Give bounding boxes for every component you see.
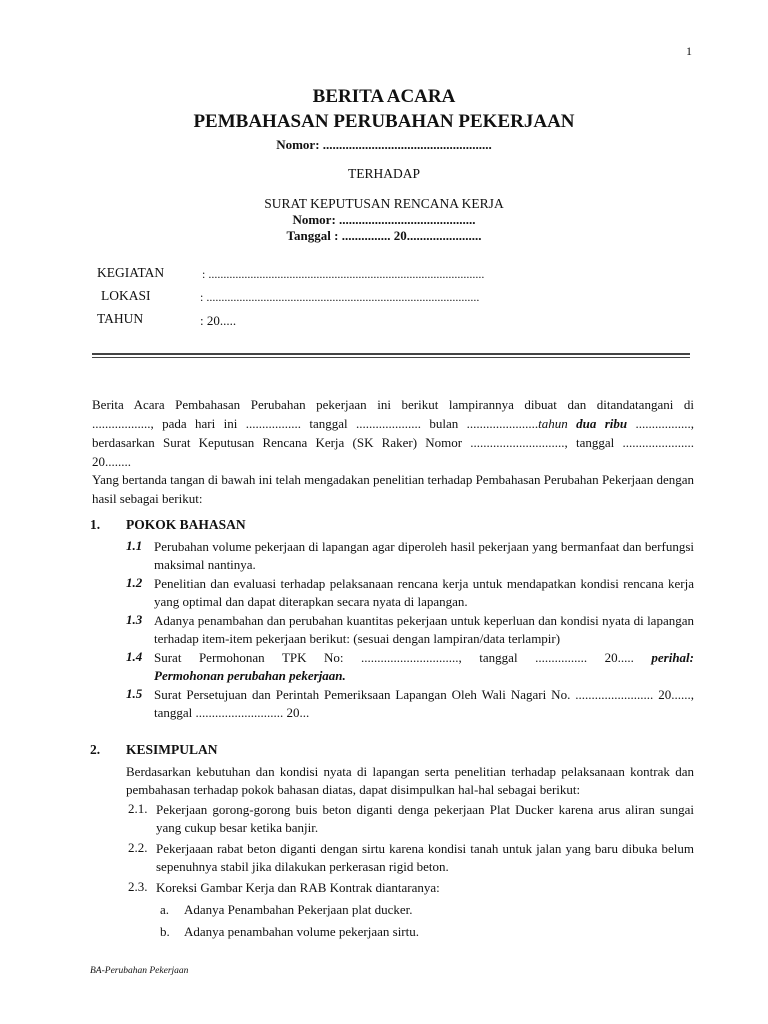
- item-2-3-number: 2.3.: [128, 879, 148, 894]
- item-1-3-number: 1.3: [126, 612, 143, 627]
- intro-line-2: .................., pada hari ini ................. tanggal .................... bulan ......................tahun dua ribu .................,: [92, 416, 694, 431]
- terhadap-heading: TERHADAP: [347, 166, 420, 181]
- page-footer: BA-Perubahan Pekerjaan: [90, 966, 189, 976]
- item-1-2-text: Penelitian dan evaluasi terhadap pelaksanaan rencana kerja untuk mendapatkan kondisi rencana kerja yang optimal dan dapat diterapkan secara nyata di lapangan.: [154, 576, 694, 609]
- field-label-lokasi: LOKASI: [101, 288, 151, 303]
- item-2-2-text: Pekerjaaan rabat beton diganti dengan sirtu karena kondisi tanah untuk jalan yang baru dibuka belum sepenuhnya stabil jika dilakukan perkerasan rigid beton.: [156, 841, 694, 874]
- document-number: Nomor: ....................................................: [276, 137, 492, 152]
- item-1-4-number: 1.4: [126, 649, 143, 664]
- document-title: BERITA ACARA: [312, 86, 456, 107]
- page-number: 1: [686, 44, 692, 58]
- item-2-1-text: Pekerjaan gorong-gorong buis beton diganti denga pekerjaan Plat Ducker karena arus aliran sungai yang cukup besar ketika banjir.: [156, 802, 694, 835]
- subitem-a-number: a.: [160, 902, 170, 917]
- section-1-title: POKOK BAHASAN: [126, 517, 246, 532]
- item-1-1-number: 1.1: [126, 538, 143, 553]
- subitem-b-text: Adanya penambahan volume pekerjaan sirtu.: [184, 924, 419, 939]
- intro-line-1: Berita Acara Pembahasan Perubahan pekerjaan ini berikut lampirannya dibuat dan ditandatangani di: [92, 397, 694, 412]
- section-2-title: KESIMPULAN: [126, 742, 218, 757]
- field-label-kegiatan: KEGIATAN: [97, 265, 165, 280]
- item-2-1-number: 2.1.: [128, 801, 148, 816]
- sk-title: SURAT KEPUTUSAN RENCANA KERJA: [264, 196, 504, 211]
- item-1-5-number: 1.5: [126, 686, 143, 701]
- subitem-a-text: Adanya Penambahan Pekerjaan plat ducker.: [184, 902, 413, 917]
- item-2-3-text: Koreksi Gambar Kerja dan RAB Kontrak diantaranya:: [156, 880, 440, 895]
- field-value-lokasi: : ...........................................................................................: [200, 290, 480, 304]
- separator-line: [92, 353, 690, 358]
- intro-line-3: berdasarkan Surat Keputusan Rencana Kerja (SK Raker) Nomor ............................., tanggal ......................: [92, 435, 694, 450]
- item-1-3-text: Adanya penambahan dan perubahan kuantitas pekerjaan untuk keperluan dan kondisi nyata di lapangan terhadap item-item pekerjaan berikut: (sesuai dengan lampiran/data terlampir): [154, 613, 694, 646]
- item-1-1-text: Perubahan volume pekerjaan di lapangan agar diperoleh hasil pekerjaan yang bermanfaat dan berfungsi maksimal nantinya.: [154, 539, 694, 572]
- item-1-4-text: Surat Permohonan TPK No: .............................., tanggal ................ 20..... perihal: Permohonan perubahan pekerjaan.: [154, 650, 694, 683]
- section-1-number: 1.: [90, 517, 101, 532]
- field-label-tahun: TAHUN: [97, 311, 144, 326]
- field-value-tahun: : 20.....: [200, 313, 237, 328]
- section-2-number: 2.: [90, 742, 101, 757]
- item-1-2-number: 1.2: [126, 575, 143, 590]
- item-2-2-number: 2.2.: [128, 840, 148, 855]
- intro-paragraph-2: Yang bertanda tangan di bawah ini telah mengadakan penelitian terhadap Pembahasan Perubahan Pekerjaan dengan hasil sebagai berikut:: [92, 472, 694, 506]
- document-subtitle: PEMBAHASAN PERUBAHAN PEKERJAAN: [193, 111, 575, 132]
- section-2-intro: Berdasarkan kebutuhan dan kondisi nyata di lapangan serta penelitian terhadap pelaksanaan kontrak dan pembahasan terhadap pokok bahasan diatas, dapat disimpulkan hal-hal sebagai berikut:: [126, 764, 694, 797]
- field-value-kegiatan: : ............................................................................................: [202, 267, 485, 281]
- subitem-b-number: b.: [160, 924, 170, 939]
- sk-date: Tanggal : ............... 20.......................: [286, 228, 482, 243]
- item-1-5-text: Surat Persetujuan dan Perintah Pemeriksaan Lapangan Oleh Wali Nagari No. ........................ 20......, tanggal ........................... 20...: [154, 687, 694, 720]
- intro-line-4: 20........: [92, 454, 131, 469]
- sk-number: Nomor: ..........................................: [292, 212, 476, 227]
